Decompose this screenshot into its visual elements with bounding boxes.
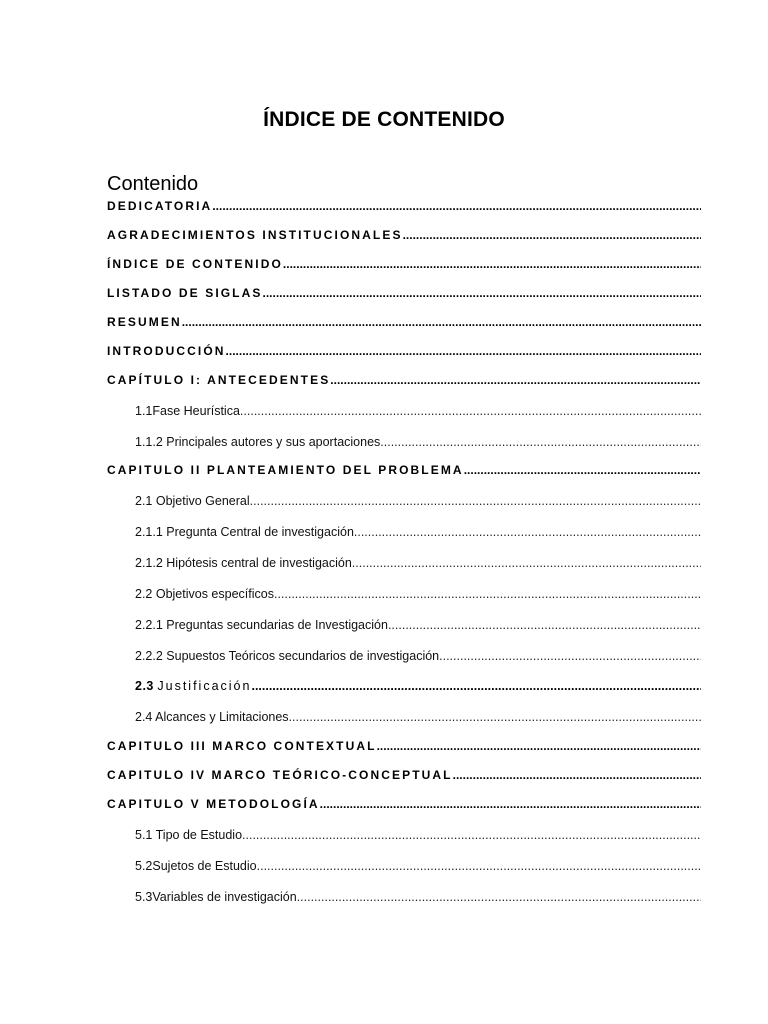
toc-heading: Contenido [107, 173, 199, 195]
toc-entry[interactable] [107, 224, 701, 242]
toc-entry[interactable] [107, 521, 701, 539]
toc-leader-dots [320, 797, 701, 811]
toc-entry-label: CAPITULO III MARCO CONTEXTUAL [107, 739, 377, 753]
toc-entry-label: 2.2.2 Supuestos Teóricos secundarios de investigación [135, 649, 440, 663]
toc-entry[interactable] [107, 793, 701, 811]
toc-leader-dots [250, 494, 701, 508]
toc-entry-label: 2.1.1 Pregunta Central de investigación [135, 525, 354, 539]
toc-leader-dots [283, 257, 701, 271]
table-of-contents [107, 191, 701, 904]
toc-entry-label: DEDICATORIA [107, 199, 213, 213]
toc-leader-dots [380, 435, 701, 449]
toc-entry[interactable] [107, 614, 701, 632]
toc-entry-label: LISTADO DE SIGLAS [107, 286, 263, 300]
toc-entry[interactable] [107, 282, 701, 300]
toc-entry[interactable] [107, 706, 701, 724]
toc-entry-label: 2.1.2 Hipótesis central de investigación [135, 556, 352, 570]
toc-entry[interactable] [107, 253, 701, 271]
toc-entry-number: 2.3 [135, 679, 154, 693]
toc-leader-dots [289, 710, 701, 724]
toc-entry[interactable] [107, 311, 701, 329]
toc-entry[interactable] [107, 645, 701, 663]
toc-leader-dots [257, 859, 701, 873]
toc-entry-label: 2.2 Objetivos específicos [135, 587, 274, 601]
toc-entry-label: INTRODUCCIÓN [107, 344, 226, 358]
toc-leader-dots [453, 768, 701, 782]
toc-leader-dots [330, 373, 701, 387]
toc-leader-dots [297, 890, 701, 904]
toc-leader-dots [240, 404, 701, 418]
toc-entry[interactable] [107, 764, 701, 782]
toc-leader-dots [464, 463, 701, 477]
toc-entry-label: 2.1 Objetivo General [135, 494, 250, 508]
toc-leader-dots [388, 618, 701, 632]
toc-entry-text: Justificación [157, 679, 252, 693]
toc-entry[interactable] [107, 195, 701, 213]
toc-entry[interactable] [107, 369, 701, 387]
toc-leader-dots [403, 228, 701, 242]
toc-leader-dots [182, 315, 701, 329]
toc-entry[interactable] [107, 583, 701, 601]
toc-leader-dots [352, 556, 701, 570]
toc-leader-dots [377, 739, 701, 753]
toc-entry-label: 2.2.1 Preguntas secundarias de Investigación [135, 618, 388, 632]
toc-entry[interactable] [107, 886, 701, 904]
toc-entry-label: ÍNDICE DE CONTENIDO [107, 257, 283, 271]
toc-entry-label: RESUMEN [107, 315, 182, 329]
toc-entry[interactable] [107, 340, 701, 358]
toc-leader-dots [262, 286, 701, 300]
toc-entry-label: 5.1 Tipo de Estudio [135, 828, 243, 842]
toc-entry-label: 5.3Variables de investigación [135, 890, 297, 904]
toc-entry-label: CAPITULO II PLANTEAMIENTO DEL PROBLEMA [107, 463, 464, 477]
toc-entry-label: 5.2Sujetos de Estudio [135, 859, 257, 873]
toc-entry[interactable] [107, 552, 701, 570]
toc-entry[interactable] [107, 431, 701, 449]
toc-entry-label: 2.4 Alcances y Limitaciones [135, 710, 289, 724]
toc-leader-dots [439, 649, 701, 663]
toc-entry[interactable] [107, 675, 701, 693]
toc-entry-label [135, 679, 251, 693]
toc-entry-label: AGRADECIMIENTOS INSTITUCIONALES [107, 228, 403, 242]
toc-entry[interactable] [107, 855, 701, 873]
toc-leader-dots [251, 679, 701, 693]
toc-leader-dots [354, 525, 701, 539]
toc-leader-dots [242, 828, 701, 842]
toc-entry-label: 1.1Fase Heurística [135, 404, 240, 418]
toc-entry-label: CAPITULO IV MARCO TEÓRICO-CONCEPTUAL [107, 768, 453, 782]
toc-entry[interactable] [107, 400, 701, 418]
toc-entry-label: CAPÍTULO I: ANTECEDENTES [107, 373, 331, 387]
toc-leader-dots [274, 587, 701, 601]
toc-entry[interactable] [107, 824, 701, 842]
toc-leader-dots [226, 344, 701, 358]
document-title: ÍNDICE DE CONTENIDO [263, 108, 505, 131]
toc-entry-label: CAPITULO V METODOLOGÍA [107, 797, 320, 811]
toc-entry[interactable] [107, 490, 701, 508]
toc-leader-dots [212, 199, 701, 213]
toc-entry[interactable] [107, 735, 701, 753]
toc-entry-label: 1.1.2 Principales autores y sus aportaciones [135, 435, 381, 449]
toc-entry[interactable] [107, 459, 701, 477]
